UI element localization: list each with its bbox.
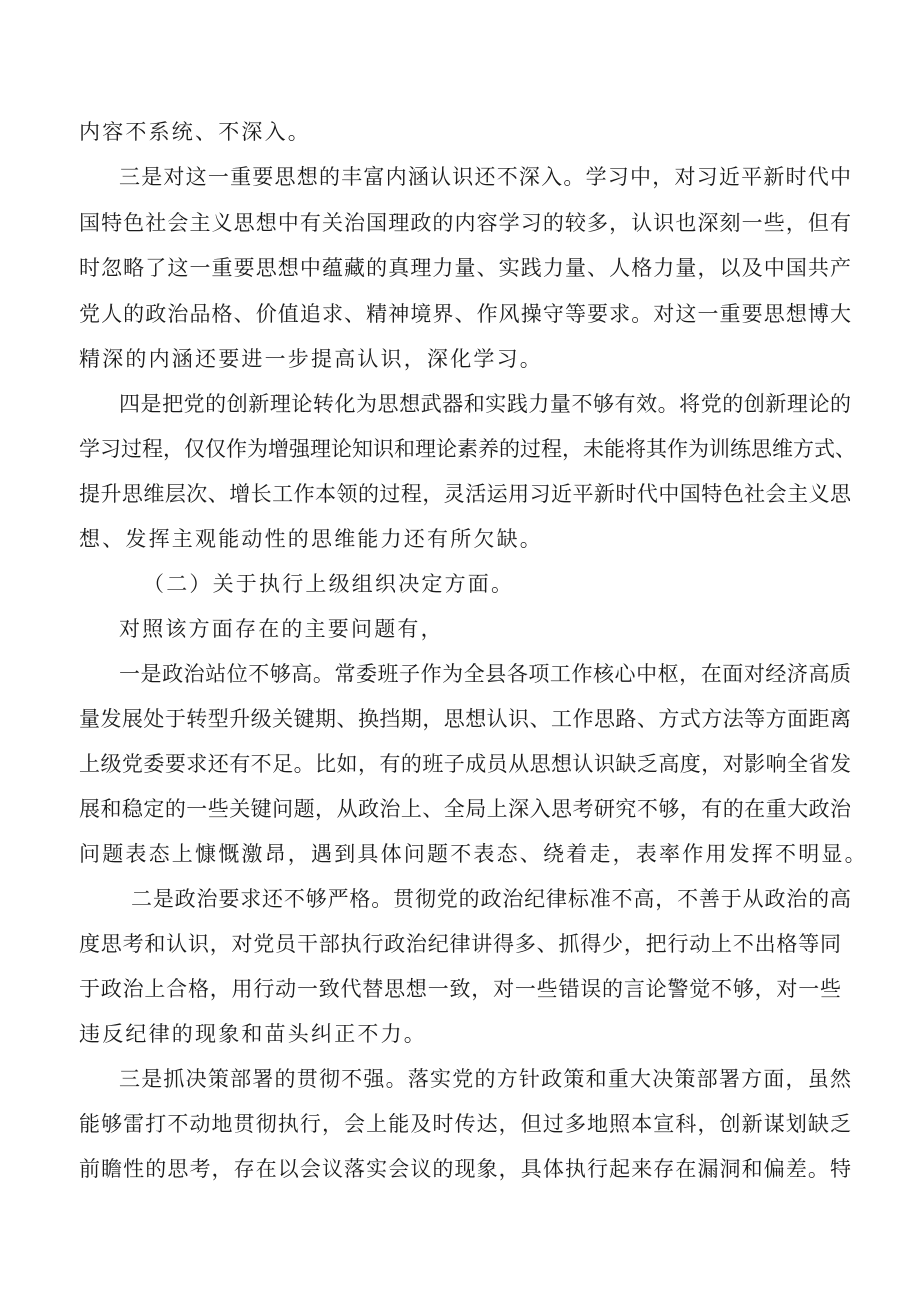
text-line: 能够雷打不动地贯彻执行，会上能及时传达，但过多地照本宣科，创新谋划缺乏 [79,1112,851,1136]
text-line: 度思考和认识，对党员干部执行政治纪律讲得多、抓得少，把行动上不出格等同 [79,932,841,956]
paragraph-line: 三是对这一重要思想的丰富内涵认识还不深入。学习中，对习近平新时代中 [119,165,851,189]
paragraph-line: 四是把党的创新理论转化为思想武器和实践力量不够有效。将党的创新理论的 [119,392,851,416]
text-line: 时忽略了这一重要思想中蕴藏的真理力量、实践力量、人格力量，以及中国共产 [79,256,851,280]
text-line: 精深的内涵还要进一步提高认识，深化学习。 [79,347,543,371]
text-line: 上级党委要求还有不足。比如，有的班子成员从思想认识缺乏高度，对影响全省发 [79,752,851,776]
text-line: 国特色社会主义思想中有关治国理政的内容学习的较多，认识也深刻一些，但有 [79,211,851,235]
paragraph-line: 对照该方面存在的主要问题有， [119,617,444,641]
paragraph-line: 三是抓决策部署的贯彻不强。落实党的方针政策和重大决策部署方面，虽然 [119,1067,851,1091]
text-line: 展和稳定的一些关键问题，从政治上、全局上深入思考研究不够，有的在重大政治 [79,797,851,821]
text-line: 于政治上合格，用行动一致代替思想一致，对一些错误的言论警觉不够，对一些 [79,977,841,1001]
text-line: 前瞻性的思考，存在以会议落实会议的现象，具体执行起来存在漏洞和偏差。特 [79,1157,851,1181]
text-line: 学习过程，仅仅作为增强理论知识和理论素养的过程，未能将其作为训练思维方式、 [79,437,856,461]
section-heading: （二）关于执行上级组织决定方面。 [143,572,515,596]
text-line: 问题表态上慷慨激昂，遇到具体问题不表态、绕着走，表率作用发挥不明显。 [79,842,868,866]
text-line: 违反纪律的现象和苗头纠正不力。 [79,1022,427,1046]
paragraph-line: 一是政治站位不够高。常委班子作为全县各项工作核心中枢，在面对经济高质 [119,662,851,686]
paragraph-line: 二是政治要求还不够严格。贯彻党的政治纪律标准不高，不善于从政治的高 [131,887,851,911]
text-line: 提升思维层次、增长工作本领的过程，灵活运用习近平新时代中国特色社会主义思 [79,482,851,506]
text-line: 党人的政治品格、价值追求、精神境界、作风操守等要求。对这一重要思想博大 [79,302,851,326]
text-line: 想、发挥主观能动性的思维能力还有所欠缺。 [79,527,543,551]
text-line: 量发展处于转型升级关键期、换挡期，思想认识、工作思路、方式方法等方面距离 [79,707,851,731]
text-line: 内容不系统、不深入。 [79,120,311,144]
